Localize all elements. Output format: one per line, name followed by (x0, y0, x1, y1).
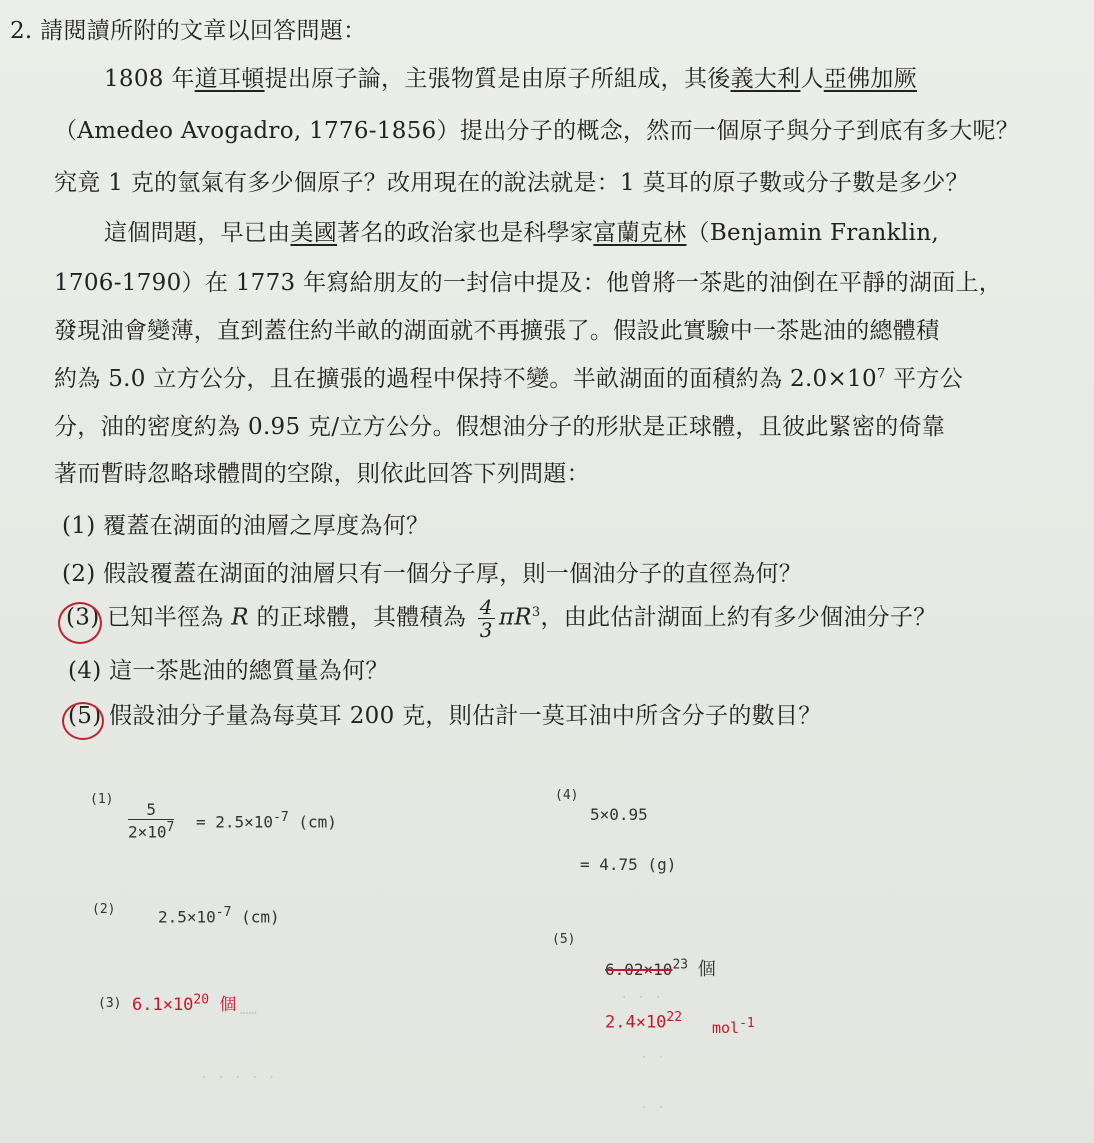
variable-r: R (231, 604, 249, 631)
unit: 個 (697, 959, 716, 980)
text-segment: ，由此估計湖面上約有多少個油分子？ (540, 604, 937, 631)
answer-4-line-2: = 4.75 (g) (580, 855, 677, 874)
sub-question-label: (5) (68, 703, 102, 729)
answer-2-label: (2) (92, 902, 116, 917)
paragraph-line-4 (104, 214, 939, 247)
crossed-out-value: 6.02×10 (605, 960, 673, 979)
text-segment: 約為 5.0 立方公分，且在擴張的過程中保持不變。半畝湖面的面積約為 2.0×10 (54, 366, 877, 392)
answer-5-crossed (605, 955, 716, 981)
numerator: 4 (479, 595, 493, 619)
faint-pencil-marks: · · (640, 1050, 666, 1066)
unit: (cm) (241, 907, 280, 927)
unit: mol (712, 1019, 740, 1037)
faint-pencil-marks: · · (640, 1100, 666, 1116)
paragraph-line-9: 著而暫時忽略球體間的空隙，則依此回答下列問題： (54, 461, 590, 487)
name-italy: 義大利 (730, 66, 801, 92)
exponent: 22 (666, 1010, 683, 1025)
faint-pencil-marks: · · · · · (200, 1070, 276, 1086)
text-segment: 平方公 (885, 366, 964, 392)
exponent: -7 (273, 810, 289, 825)
answer-1-denominator (128, 820, 174, 841)
unit: 個 (219, 995, 237, 1015)
exponent: 20 (193, 992, 210, 1008)
text-segment: 著名的政治家也是科學家 (337, 220, 594, 246)
paragraph-line-6: 發現油會變薄，直到蓋住約半畝的湖面就不再擴張了。假設此實驗中一茶匙油的總體積 (54, 318, 940, 344)
answer-5-unit (712, 1016, 755, 1037)
text-segment: 2×10 (128, 822, 167, 842)
sub-question-3 (66, 596, 937, 641)
answer-4-label: (4) (555, 788, 579, 803)
denominator: 3 (479, 618, 493, 642)
answer-3-value (132, 990, 236, 1015)
paragraph-line-1 (104, 60, 917, 93)
answer-3-label: (3) (98, 996, 122, 1011)
sub-question-5 (68, 697, 822, 730)
paragraph-line-3: 究竟 1 克的氫氣有多少個原子？改用現在的說法就是：1 莫耳的原子數或分子數是多少？ (54, 170, 969, 196)
text-segment: 6.1×10 (132, 995, 194, 1015)
text-segment: = 2.5×10 (196, 812, 274, 832)
text-segment: 人 (800, 66, 824, 92)
answer-2-value (158, 905, 280, 926)
answer-1-numerator: 5 (128, 800, 174, 820)
fraction-four-thirds (478, 596, 495, 641)
answer-4-line-1: 5×0.95 (590, 805, 648, 824)
red-circle-mark (58, 602, 102, 644)
answer-1-fraction (128, 800, 174, 841)
name-usa: 美國 (290, 220, 338, 246)
text-segment: 已知半徑為 (107, 604, 232, 631)
text-segment: 假設油分子量為每莫耳 200 克，則估計一莫耳油中所含分子的數目？ (109, 703, 822, 729)
exponent: 7 (876, 366, 886, 382)
sub-question-label: (3) (66, 604, 100, 631)
exponent: 3 (531, 604, 541, 620)
question-number: 2. (10, 18, 33, 44)
question-prompt: 請閱讀所附的文章以回答問題： (40, 18, 367, 44)
paragraph-line-5: 1706-1790）在 1773 年寫給朋友的一封信中提及：他曾將一茶匙的油倒在平靜的湖面上， (54, 270, 1003, 296)
sub-question-1: (1) 覆蓋在湖面的油層之厚度為何？ (62, 513, 430, 539)
exponent: -1 (739, 1016, 755, 1031)
sub-question-4: (4) 這一茶匙油的總質量為何？ (68, 658, 389, 684)
text-segment: 2.4×10 (605, 1012, 667, 1033)
formula-pi-r: πR (498, 604, 532, 631)
answer-5-label: (5) (552, 932, 576, 947)
text-segment: 1808 年 (104, 66, 195, 92)
paragraph-line-2: （Amedeo Avogadro, 1776-1856）提出分子的概念，然而一個原子與分子到底有多大呢？ (54, 118, 1020, 144)
text-segment: 提出原子論，主張物質是由原子所組成，其後 (264, 66, 731, 92)
text-segment: 2.5×10 (158, 907, 216, 927)
sub-question-2: (2) 假設覆蓋在湖面的油層只有一個分子厚，則一個油分子的直徑為何？ (62, 561, 803, 587)
answer-5-value (605, 1010, 682, 1033)
name-dalton: 道耳頓 (194, 66, 265, 92)
text-segment: 這個問題，早已由 (104, 220, 291, 246)
name-franklin: 富蘭克林 (593, 220, 687, 246)
answer-1-label: (1) (90, 792, 114, 807)
text-segment: 的正球體，其體積為 (248, 604, 467, 631)
text-segment: （Benjamin Franklin, (686, 220, 939, 246)
answer-1-result (196, 810, 337, 831)
faint-pencil-marks: …… (240, 1002, 257, 1018)
exponent: 23 (672, 957, 689, 973)
paragraph-line-7 (54, 360, 963, 393)
exponent: 7 (166, 820, 175, 835)
paragraph-line-8: 分，油的密度約為 0.95 克/立方公分。假想油分子的形狀是正球體，且彼此緊密的倚靠 (54, 414, 946, 440)
red-circle-mark (62, 702, 104, 740)
name-avogadro: 亞佛加厥 (823, 66, 917, 92)
unit: (cm) (298, 812, 337, 832)
faint-pencil-marks: · · · (620, 990, 663, 1006)
question-header (10, 12, 366, 45)
exponent: -7 (215, 905, 232, 920)
